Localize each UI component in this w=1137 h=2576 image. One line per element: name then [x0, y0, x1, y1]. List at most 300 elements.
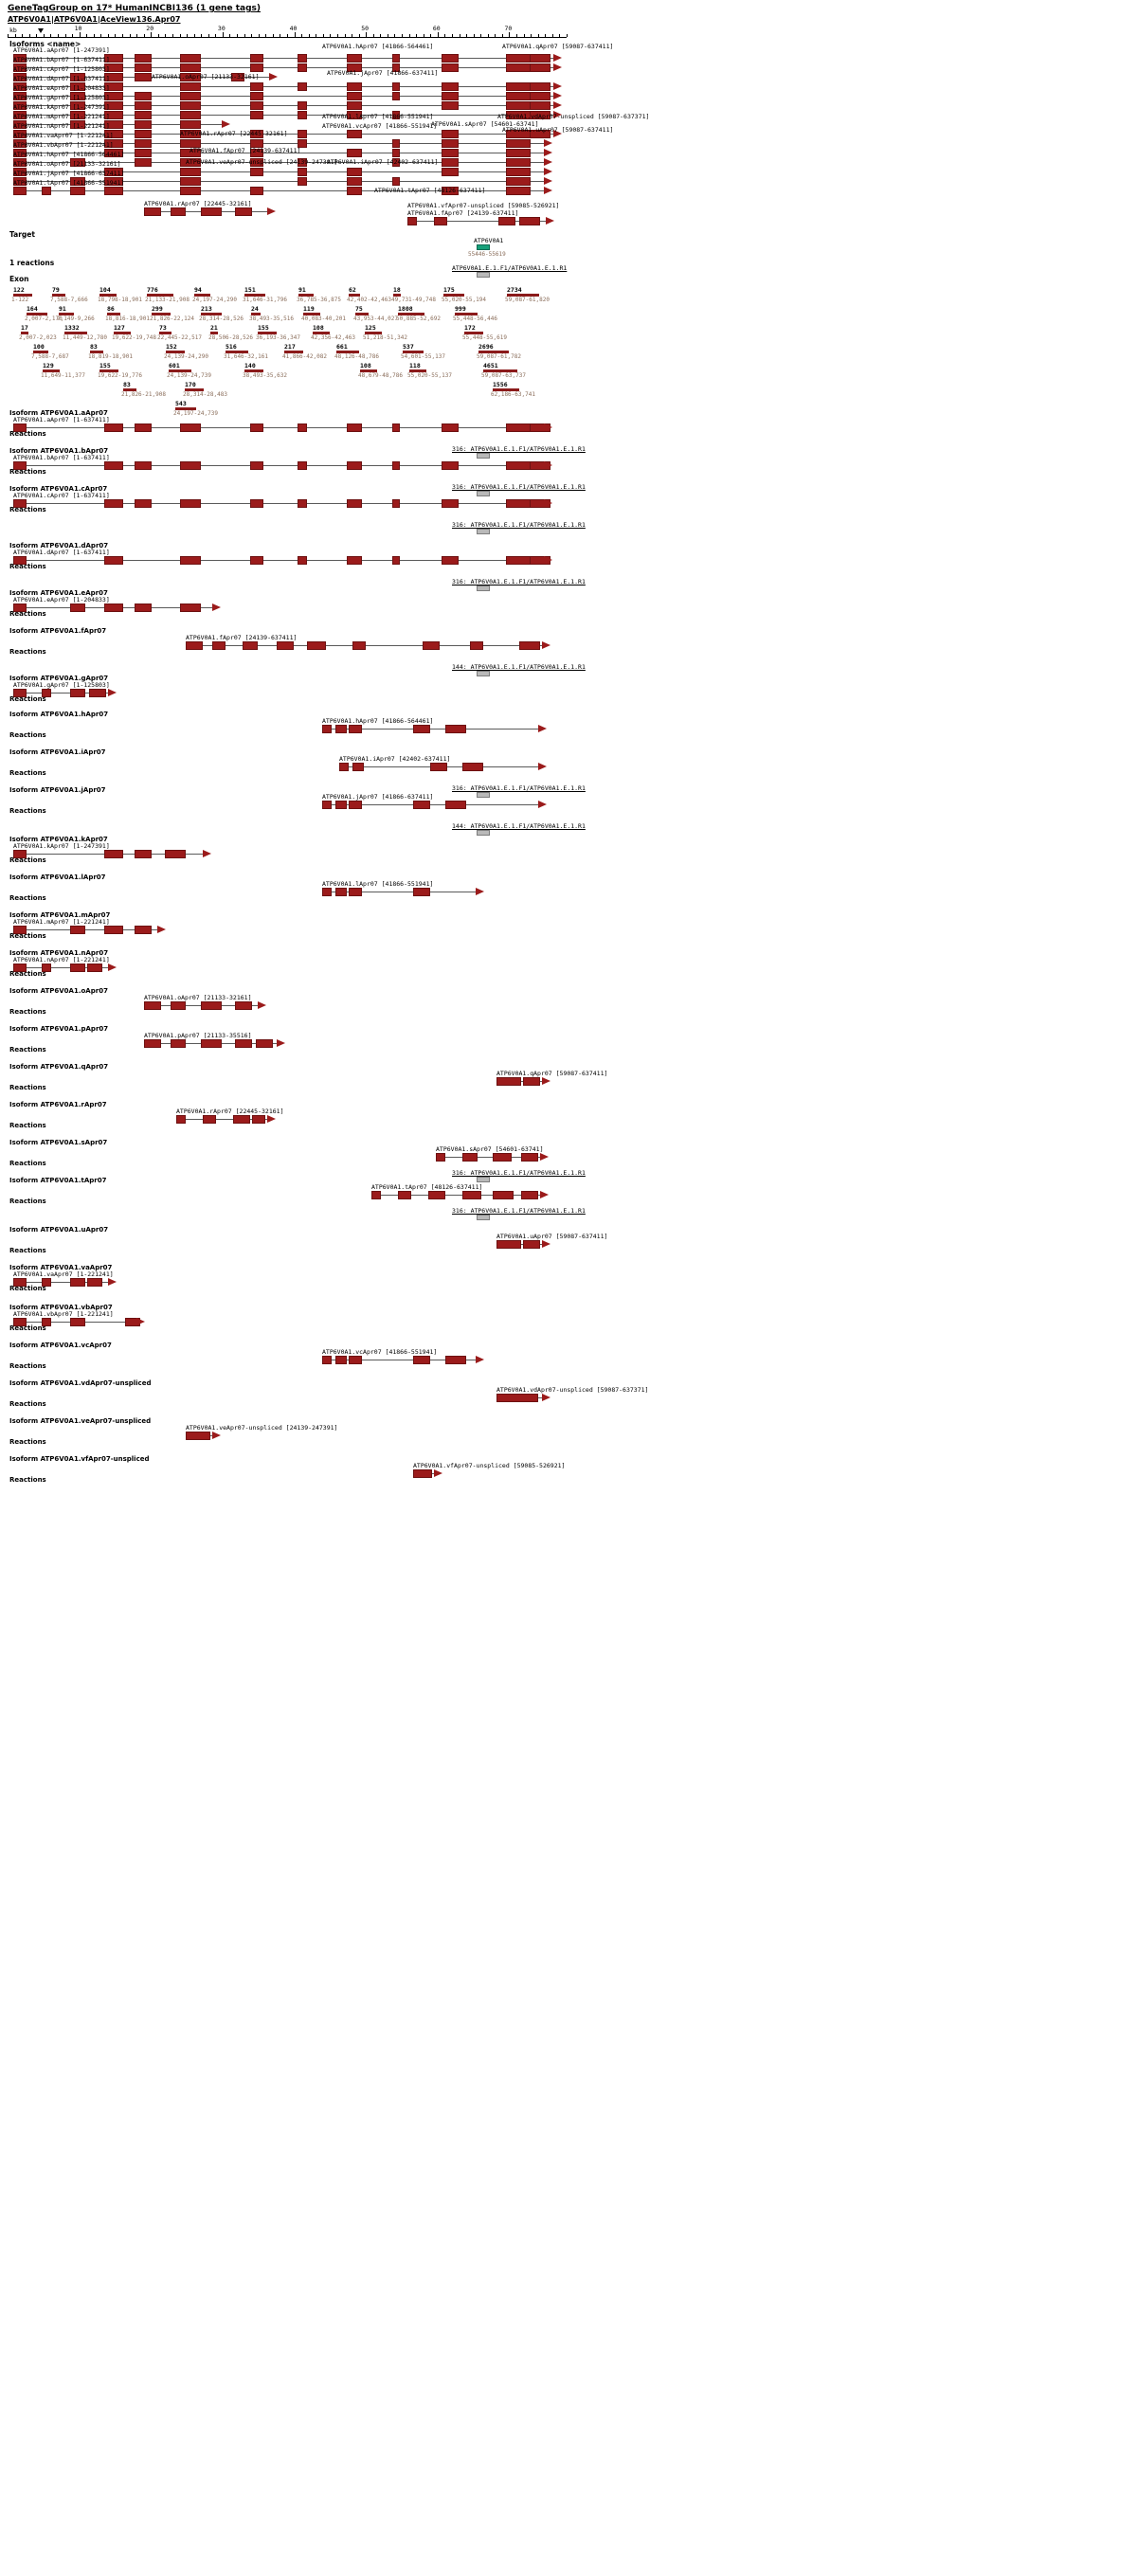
exon-box[interactable]	[70, 603, 85, 612]
exon-box[interactable]	[506, 158, 531, 167]
exon-box[interactable]	[243, 641, 258, 650]
exon-box[interactable]	[347, 461, 362, 470]
reactions-label: Reactions	[9, 430, 46, 438]
exon-box[interactable]	[104, 926, 123, 934]
exon-box[interactable]	[371, 1191, 381, 1199]
exon-box[interactable]	[180, 120, 201, 129]
transcript-track[interactable]	[13, 423, 544, 432]
exon-box[interactable]	[180, 556, 201, 565]
exon-box[interactable]	[347, 92, 362, 100]
exon-box[interactable]	[42, 187, 51, 195]
exon-box[interactable]	[498, 217, 515, 225]
isoform-reaction-box[interactable]	[477, 1215, 490, 1220]
exon-box[interactable]	[413, 801, 430, 809]
ruler-tick	[208, 34, 209, 37]
transcript-track[interactable]	[371, 1191, 540, 1199]
transcript-track[interactable]	[407, 217, 546, 225]
exon-box[interactable]	[335, 725, 347, 733]
exon-range-label: 24,139-24,739	[167, 372, 211, 379]
exon-box[interactable]	[335, 888, 347, 896]
exon-box[interactable]	[442, 54, 459, 63]
exon-box[interactable]	[352, 763, 364, 771]
exon-range-label: 38,493-35,632	[243, 372, 287, 379]
exon-box[interactable]	[442, 149, 459, 157]
exon-box[interactable]	[135, 54, 152, 63]
exon-box[interactable]	[392, 461, 400, 470]
exon-box[interactable]	[530, 92, 550, 100]
exon-box[interactable]	[506, 139, 531, 148]
transcript-track[interactable]	[13, 499, 544, 508]
exon-box[interactable]	[180, 187, 201, 195]
exon-length-label: 108	[313, 324, 324, 332]
exon-box[interactable]	[104, 187, 123, 195]
isoform-reaction-box[interactable]	[477, 491, 490, 496]
exon-box[interactable]	[250, 556, 263, 565]
isoform-reaction-label[interactable]: 316: ATP6V0A1.E.1.F1/ATP6V0A1.E.1.R1	[452, 784, 586, 792]
ruler-tick	[394, 34, 395, 37]
exon-box[interactable]	[89, 689, 106, 697]
exon-box[interactable]	[349, 1356, 362, 1364]
exon-box[interactable]	[413, 1356, 430, 1364]
isoform-title: Isoform ATP6V0A1.hApr07	[9, 711, 109, 718]
exon-box[interactable]	[398, 1191, 411, 1199]
exon-box[interactable]	[413, 888, 430, 896]
exon-box[interactable]	[352, 641, 366, 650]
exon-box[interactable]	[347, 82, 362, 91]
exon-box[interactable]	[104, 850, 123, 858]
isoform-reaction-box[interactable]	[477, 792, 490, 798]
exon-box[interactable]	[277, 641, 294, 650]
exon-box[interactable]	[470, 641, 483, 650]
strand-arrow-icon	[277, 1039, 285, 1047]
exon-box[interactable]	[171, 207, 186, 216]
exon-box[interactable]	[322, 801, 332, 809]
exon-box[interactable]	[203, 1115, 216, 1124]
coordinate-ruler	[8, 27, 576, 42]
exon-box[interactable]	[70, 926, 85, 934]
exon-box[interactable]	[506, 82, 531, 91]
exon-box[interactable]	[519, 641, 540, 650]
exon-length-label: 175	[443, 286, 455, 294]
exon-box[interactable]	[530, 82, 550, 91]
isoform-reaction-box[interactable]	[477, 529, 490, 534]
exon-box[interactable]	[392, 139, 400, 148]
exon-box[interactable]	[70, 964, 85, 972]
isoform-reaction-box[interactable]	[477, 453, 490, 459]
exon-box[interactable]	[135, 120, 152, 129]
isoform-reaction-label[interactable]: 316: ATP6V0A1.E.1.F1/ATP6V0A1.E.1.R1	[452, 521, 586, 529]
ruler-tick	[495, 34, 496, 37]
exon-box[interactable]	[442, 158, 459, 167]
ruler-tick-label: 70	[504, 25, 513, 32]
overview-track-label: ATP6V0A1.vcApr07 [41866-551941]	[322, 122, 438, 130]
exon-box[interactable]	[180, 461, 201, 470]
exon-box[interactable]	[442, 139, 459, 148]
exon-box[interactable]	[347, 499, 362, 508]
reactions-label: Reactions	[9, 648, 46, 656]
exon-box[interactable]	[462, 1191, 481, 1199]
exon-box[interactable]	[506, 177, 531, 186]
exon-box[interactable]	[135, 111, 152, 119]
exon-box[interactable]	[506, 168, 531, 176]
exon-box[interactable]	[233, 1115, 250, 1124]
exon-box[interactable]	[506, 556, 531, 565]
exon-box[interactable]	[298, 82, 307, 91]
transcript-track[interactable]	[339, 763, 538, 771]
isoform-reaction-box[interactable]	[477, 585, 490, 591]
intron-line	[13, 465, 544, 466]
exon-box[interactable]	[70, 689, 85, 697]
exon-box[interactable]	[298, 499, 307, 508]
ruler-tick	[366, 32, 367, 37]
exon-box[interactable]	[171, 1039, 186, 1048]
exon-box[interactable]	[298, 177, 307, 186]
exon-box[interactable]	[430, 763, 447, 771]
exon-box[interactable]	[493, 1153, 512, 1162]
exon-box[interactable]	[347, 130, 362, 138]
target-reaction-box[interactable]	[477, 244, 490, 250]
isoform-reaction-box[interactable]	[477, 830, 490, 836]
exon-box[interactable]	[250, 499, 263, 508]
ruler-tick	[295, 32, 296, 37]
transcript-track[interactable]	[13, 556, 544, 565]
ruler-tick	[567, 34, 568, 37]
ruler-tick	[194, 34, 195, 37]
exon-box[interactable]	[407, 217, 417, 225]
exon-box[interactable]	[442, 101, 459, 110]
exon-box[interactable]	[180, 63, 201, 72]
exon-box[interactable]	[135, 63, 152, 72]
transcript-track[interactable]	[144, 1001, 258, 1010]
exon-box[interactable]	[392, 92, 400, 100]
exon-box[interactable]	[496, 1240, 521, 1249]
exon-box[interactable]	[413, 725, 430, 733]
exon-box[interactable]	[347, 149, 362, 157]
exon-box[interactable]	[256, 1039, 273, 1048]
exon-box[interactable]	[180, 54, 201, 63]
exon-box[interactable]	[506, 461, 531, 470]
transcript-track[interactable]	[496, 1077, 542, 1086]
exon-box[interactable]	[135, 850, 152, 858]
exon-box[interactable]	[165, 850, 186, 858]
exon-box[interactable]	[87, 1278, 102, 1287]
exon-box[interactable]	[530, 63, 550, 72]
exon-box[interactable]	[250, 423, 263, 432]
strand-arrow-icon	[108, 1278, 117, 1286]
exon-box[interactable]	[104, 556, 123, 565]
exon-box[interactable]	[180, 177, 201, 186]
isoform-reaction-box[interactable]	[477, 671, 490, 676]
reactions-label: Reactions	[9, 563, 46, 570]
exon-range-label: 36,193-36,347	[256, 334, 300, 341]
exon-box[interactable]	[521, 1153, 538, 1162]
exon-box[interactable]	[180, 168, 201, 176]
exon-box[interactable]	[250, 111, 263, 119]
transcript-track[interactable]	[144, 1039, 277, 1048]
exon-box[interactable]	[506, 499, 531, 508]
strand-arrow-icon	[212, 1432, 221, 1439]
exon-box[interactable]	[392, 54, 400, 63]
strand-arrow-icon	[267, 1115, 276, 1123]
exon-box[interactable]	[442, 82, 459, 91]
exon-box[interactable]	[519, 217, 540, 225]
exon-box[interactable]	[298, 63, 307, 72]
exon-box[interactable]	[201, 207, 222, 216]
exon-box[interactable]	[392, 149, 400, 157]
isoform-reaction-label[interactable]: 316: ATP6V0A1.E.1.F1/ATP6V0A1.E.1.R1	[452, 1207, 586, 1215]
isoform-title: Isoform ATP6V0A1.sApr07	[9, 1139, 108, 1146]
exon-box[interactable]	[144, 1001, 161, 1010]
exon-box[interactable]	[521, 1191, 538, 1199]
transcript-track[interactable]	[186, 641, 542, 650]
exon-box[interactable]	[104, 499, 123, 508]
exon-box[interactable]	[322, 725, 332, 733]
isoform-reaction-label[interactable]: 316: ATP6V0A1.E.1.F1/ATP6V0A1.E.1.R1	[452, 445, 586, 453]
exon-box[interactable]	[445, 801, 466, 809]
exon-box[interactable]	[442, 461, 459, 470]
transcript-track[interactable]	[322, 1356, 476, 1364]
exon-box[interactable]	[135, 130, 152, 138]
exon-box[interactable]	[506, 63, 531, 72]
transcript-track[interactable]	[413, 1469, 434, 1478]
reactions-label: Reactions	[9, 932, 46, 940]
exon-box[interactable]	[349, 725, 362, 733]
exon-box[interactable]	[104, 461, 123, 470]
exon-box[interactable]	[144, 207, 161, 216]
exon-box[interactable]	[335, 801, 347, 809]
exon-range-label: 9,149-9,266	[57, 315, 95, 322]
exon-box[interactable]	[307, 641, 326, 650]
reaction-top-label[interactable]: ATP6V0A1.E.1.F1/ATP6V0A1.E.1.R1	[452, 264, 568, 272]
exon-box[interactable]	[180, 92, 201, 100]
transcript-track[interactable]	[496, 1394, 542, 1402]
exon-box[interactable]	[235, 207, 252, 216]
exon-box[interactable]	[442, 92, 459, 100]
exon-box[interactable]	[349, 801, 362, 809]
exon-box[interactable]	[506, 92, 531, 100]
exon-box[interactable]	[428, 1191, 445, 1199]
isoform-reaction-label[interactable]: 144: ATP6V0A1.E.1.F1/ATP6V0A1.E.1.R1	[452, 663, 586, 671]
exon-box[interactable]	[445, 725, 466, 733]
exon-box[interactable]	[201, 1001, 222, 1010]
reactions-label: Reactions	[9, 1198, 46, 1205]
reactions-label: Reactions	[9, 1160, 46, 1167]
exon-box[interactable]	[171, 1001, 186, 1010]
exon-box[interactable]	[70, 1278, 85, 1287]
exon-box[interactable]	[104, 603, 123, 612]
exon-box[interactable]	[135, 499, 152, 508]
exon-box[interactable]	[298, 461, 307, 470]
transcript-track[interactable]	[496, 1240, 542, 1249]
target-reaction-range: 55446-55619	[468, 251, 506, 258]
exon-box[interactable]	[201, 1039, 222, 1048]
reaction-top-box[interactable]	[477, 272, 490, 278]
exon-length-label: 661	[336, 343, 348, 351]
exon-box[interactable]	[462, 1153, 478, 1162]
exon-box[interactable]	[442, 499, 459, 508]
transcript-track[interactable]	[13, 461, 544, 470]
ruler-tick	[559, 34, 560, 37]
ruler-tick-label: 20	[146, 25, 154, 32]
exon-box[interactable]	[212, 641, 226, 650]
exon-box[interactable]	[530, 54, 550, 63]
exon-box[interactable]	[135, 461, 152, 470]
exon-box[interactable]	[250, 92, 263, 100]
exon-box[interactable]	[135, 92, 152, 100]
transcript-track[interactable]	[186, 1432, 212, 1440]
exon-box[interactable]	[506, 101, 531, 110]
exon-box[interactable]	[335, 1356, 347, 1364]
exon-box[interactable]	[144, 1039, 161, 1048]
exon-box[interactable]	[392, 556, 400, 565]
exon-box[interactable]	[135, 603, 152, 612]
exon-length-label: 104	[99, 286, 111, 294]
exon-box[interactable]	[250, 63, 263, 72]
overview-track-label: ATP6V0A1.vbApr07 [1-221241]	[13, 141, 114, 149]
exon-box[interactable]	[423, 641, 440, 650]
exon-length-label: 155	[99, 362, 111, 369]
exon-box[interactable]	[250, 82, 263, 91]
strand-arrow-icon	[538, 725, 547, 732]
transcript-track[interactable]	[322, 725, 538, 733]
exon-box[interactable]	[434, 217, 447, 225]
overview-track-label: ATP6V0A1.iApr07 [42402-637411]	[327, 158, 439, 166]
exon-box[interactable]	[442, 63, 459, 72]
exon-box[interactable]	[347, 168, 362, 176]
exon-box[interactable]	[462, 763, 483, 771]
exon-box[interactable]	[70, 187, 85, 195]
isoform-track-label: ATP6V0A1.vdApr07-unspliced [59087-637371]	[496, 1386, 649, 1394]
exon-box[interactable]	[339, 763, 349, 771]
exon-box[interactable]	[235, 1039, 252, 1048]
exon-box[interactable]	[392, 499, 400, 508]
exon-box[interactable]	[392, 423, 400, 432]
transcript-track[interactable]	[322, 801, 538, 809]
isoform-reaction-label[interactable]: 144: ATP6V0A1.E.1.F1/ATP6V0A1.E.1.R1	[452, 822, 586, 830]
exon-box[interactable]	[298, 130, 307, 138]
exon-box[interactable]	[250, 54, 263, 63]
exon-box[interactable]	[298, 423, 307, 432]
exon-box[interactable]	[186, 641, 203, 650]
exon-box[interactable]	[250, 168, 263, 176]
exon-box[interactable]	[442, 423, 459, 432]
exon-box[interactable]	[104, 423, 123, 432]
exon-box[interactable]	[392, 177, 400, 186]
exon-range-label: 36,785-36,875	[297, 297, 341, 303]
exon-box[interactable]	[180, 111, 201, 119]
exon-box[interactable]	[506, 54, 531, 63]
overview-track-label: ATP6V0A1.mApr07 [1-221241]	[13, 113, 110, 120]
exon-box[interactable]	[523, 1240, 540, 1249]
ruler-tick	[29, 34, 30, 37]
exon-box[interactable]	[392, 82, 400, 91]
exon-box[interactable]	[347, 423, 362, 432]
isoform-title: Isoform ATP6V0A1.lApr07	[9, 874, 106, 881]
overview-track-label: ATP6V0A1.lApr07 [41866-551941]	[13, 179, 125, 187]
exon-box[interactable]	[298, 556, 307, 565]
exon-box[interactable]	[180, 101, 201, 110]
exon-box[interactable]	[180, 423, 201, 432]
exon-box[interactable]	[445, 1356, 466, 1364]
ruler-tick	[309, 34, 310, 37]
exon-box[interactable]	[347, 54, 362, 63]
exon-box[interactable]	[298, 54, 307, 63]
transcript-track[interactable]	[436, 1153, 540, 1162]
strand-arrow-icon	[544, 168, 552, 175]
exon-box[interactable]	[493, 1191, 514, 1199]
exon-box[interactable]	[135, 423, 152, 432]
transcript-track[interactable]	[144, 207, 267, 216]
exon-box[interactable]	[347, 101, 362, 110]
exon-box[interactable]	[347, 187, 362, 195]
exon-box[interactable]	[436, 1153, 445, 1162]
exon-box[interactable]	[347, 556, 362, 565]
exon-box[interactable]	[13, 187, 27, 195]
exon-box[interactable]	[176, 1115, 186, 1124]
exon-box[interactable]	[442, 168, 459, 176]
exon-box[interactable]	[135, 139, 152, 148]
exon-box[interactable]	[322, 1356, 332, 1364]
exon-box[interactable]	[523, 1077, 540, 1086]
isoform-reaction-label[interactable]: 316: ATP6V0A1.E.1.F1/ATP6V0A1.E.1.R1	[452, 483, 586, 491]
exon-box[interactable]	[298, 168, 307, 176]
exon-box[interactable]	[298, 111, 307, 119]
exon-box[interactable]	[298, 101, 307, 110]
exon-box[interactable]	[496, 1077, 521, 1086]
exon-box[interactable]	[180, 499, 201, 508]
exon-box[interactable]	[250, 101, 263, 110]
exon-box[interactable]	[180, 82, 201, 91]
transcript-track[interactable]	[176, 1115, 267, 1124]
exon-range-label: 18,798-18,901	[98, 297, 142, 303]
exon-box[interactable]	[180, 603, 201, 612]
exon-box[interactable]	[135, 73, 152, 81]
exon-box[interactable]	[135, 158, 152, 167]
transcript-track[interactable]	[322, 888, 476, 896]
exon-box[interactable]	[135, 101, 152, 110]
exon-box[interactable]	[349, 888, 362, 896]
exon-box[interactable]	[496, 1394, 538, 1402]
exon-box[interactable]	[322, 888, 332, 896]
isoform-title: Isoform ATP6V0A1.vdApr07-unspliced	[9, 1379, 152, 1387]
exon-box[interactable]	[442, 130, 459, 138]
isoform-reaction-box[interactable]	[477, 1177, 490, 1182]
exon-box[interactable]	[87, 964, 102, 972]
exon-box[interactable]	[186, 1432, 210, 1440]
exon-box[interactable]	[70, 1318, 85, 1326]
exon-box[interactable]	[442, 556, 459, 565]
exon-box[interactable]	[347, 177, 362, 186]
gene-subtitle: ATP6V0A1|ATP6V0A1|AceView136.Apr07	[8, 15, 181, 24]
exon-box[interactable]	[506, 149, 531, 157]
exon-box[interactable]	[506, 423, 531, 432]
exon-box[interactable]	[506, 187, 531, 195]
exon-box[interactable]	[413, 1469, 432, 1478]
exon-box[interactable]	[235, 1001, 252, 1010]
isoform-reaction-label[interactable]: 316: ATP6V0A1.E.1.F1/ATP6V0A1.E.1.R1	[452, 578, 586, 585]
isoform-reaction-label[interactable]: 316: ATP6V0A1.E.1.F1/ATP6V0A1.E.1.R1	[452, 1169, 586, 1177]
exon-box[interactable]	[135, 926, 152, 934]
exon-box[interactable]	[135, 149, 152, 157]
section-isoforms: Isoforms <name>	[9, 40, 81, 48]
strand-arrow-icon	[540, 1191, 549, 1198]
ruler-tick	[474, 34, 475, 37]
exon-box[interactable]	[252, 1115, 265, 1124]
exon-box[interactable]	[530, 101, 550, 110]
exon-length-label: 21	[210, 324, 218, 332]
exon-box[interactable]	[250, 461, 263, 470]
exon-box[interactable]	[250, 187, 263, 195]
